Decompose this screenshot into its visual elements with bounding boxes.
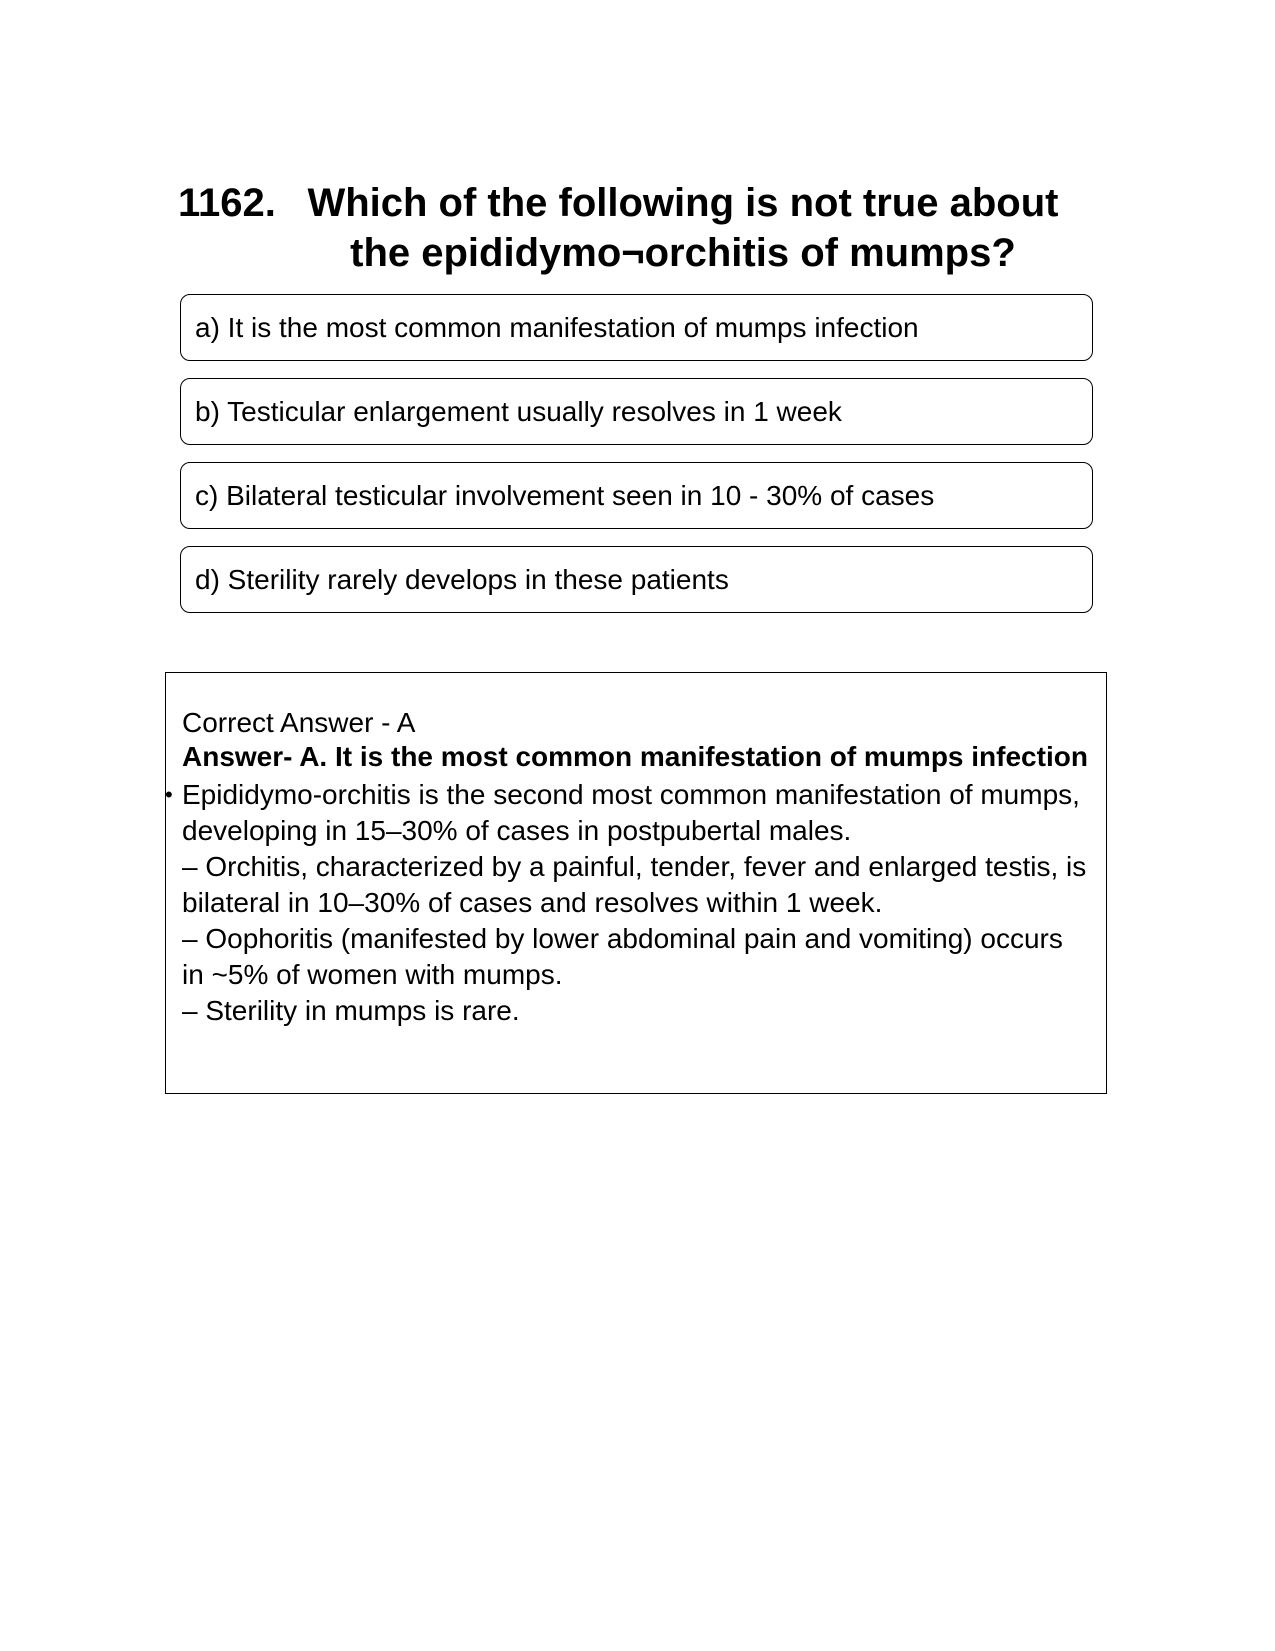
answer-explanation (165, 777, 1092, 1029)
explanation-line: – Orchitis, characterized by a painful, tender, fever and enlarged testis, is bilateral in 10–30% of cases and resolves within 1 week. (182, 851, 1087, 918)
option-d-label: d) Sterility rarely develops in these patients (195, 563, 729, 595)
question-number: 1162. (178, 181, 276, 225)
question-heading (178, 178, 1078, 278)
bullet-icon: • (165, 782, 173, 807)
option-a[interactable] (180, 294, 1093, 361)
option-c-label: c) Bilateral testicular involvement seen in 10 - 30% of cases (195, 479, 935, 511)
correct-answer: Correct Answer - A (182, 707, 416, 738)
option-a-label: a) It is the most common manifestation of mumps infection (195, 311, 919, 343)
option-d[interactable] (180, 546, 1093, 613)
question-text: Which of the following is not true about the epididymo¬orchitis of mumps? (307, 181, 1059, 275)
option-b-label: b) Testicular enlargement usually resolves in 1 week (195, 395, 842, 427)
explanation-line: – Sterility in mumps is rare. (182, 995, 520, 1026)
option-c[interactable] (180, 462, 1093, 529)
answer-box (165, 672, 1107, 1094)
options-list (180, 294, 1093, 630)
option-b[interactable] (180, 378, 1093, 445)
explanation-line: Epididymo-orchitis is the second most common manifestation of mumps, developing in 15–30% of cases in postpubertal males. (182, 779, 1080, 846)
answer-title: Answer- A. It is the most common manifestation of mumps infection (182, 741, 1088, 772)
explanation-line: – Oophoritis (manifested by lower abdominal pain and vomiting) occurs in ~5% of women with mumps. (182, 923, 1063, 990)
